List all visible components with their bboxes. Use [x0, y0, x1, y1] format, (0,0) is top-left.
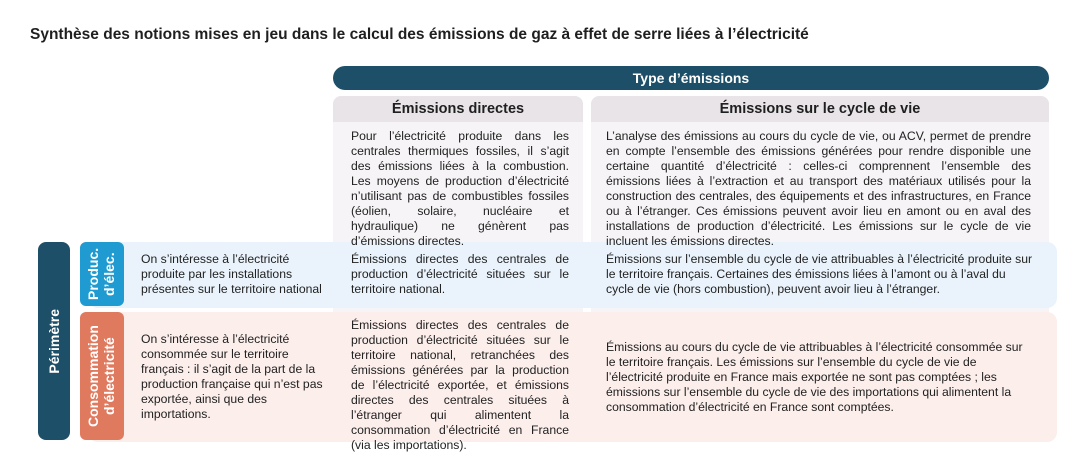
direct-definition: Pour l’électricité produite dans les centrales thermiques fossiles, il s’agit des émissions liées à la combustion. Les moyens de production d’électricité n’utilisant pas de combustibles fossiles (éolien, solaire, nucléaire et hydraulique) ne génèrent pas d’émissions directes.: [351, 129, 569, 248]
production-lifecycle-emissions: Émissions sur l’ensemble du cycle de vie attribuables à l’électricité produite sur le territoire français. Certaines des émissions liées à l’amont ou à l’aval du cycle de vie (hors combustion), peuvent avoir lieu à l’étranger.: [606, 252, 1033, 296]
production-description: On s’intéresse à l’électricité produite par les installations présentes sur le territoire national: [141, 252, 322, 296]
production-tag: [80, 242, 124, 306]
lifecycle-definition: L’analyse des émissions au cours du cycle de vie, ou ACV, permet de prendre en compte l’ensemble des émissions générées pour rendre disponible une certaine quantité d’électricité : celles-ci comprennent l’ensemble des émissions liées à l’extraction et au transport des matériaux utilisés pour la construction des centrales, des équipements et des infrastructures, en France ou à l’étranger. Ces émissions peuvent avoir lieu en amont ou en aval des installations de production d’électricité. Les émissions sur le cycle de vie incluent les émissions directes.: [606, 129, 1031, 248]
consumption-direct-emissions: Émissions directes des centrales de production d’électricité situées sur le territoire national, retranchées des émissions générées par la production de l’électricité exportée, et émissions directes des centrales situées à l’étranger qui alimentent la consommation d’électricité en France (via les importations).: [351, 318, 569, 452]
page-title: Synthèse des notions mises en jeu dans le calcul des émissions de gaz à effet de serre liées à l’électricité: [30, 26, 809, 43]
production-direct-emissions: Émissions directes des centrales de production d’électricité situées sur le territoire national.: [351, 252, 569, 296]
consumption-tag-text: Consommation d’électricité: [85, 325, 117, 427]
consumption-tag: [80, 312, 124, 440]
type-emissions-header: Type d’émissions: [333, 66, 1049, 90]
consumption-lifecycle-emissions: Émissions au cours du cycle de vie attribuables à l’électricité consommée sur le territoire français. Les émissions sur l’ensemble du cycle de vie de l’électricité produite en France mais exportée ne sont pas comptées ; les émissions sur l’ensemble du cycle de vie des importations qui alimentent la consommation d’électricité en France sont comptées.: [606, 340, 1023, 414]
consumption-description: On s’intéresse à l’électricité consommée sur le territoire français : il s’agit de la part de la production française qui n’est pas exportée, ainsi que des importations.: [141, 332, 323, 421]
perimetre-label: [38, 242, 70, 440]
lifecycle-emissions-header: Émissions sur le cycle de vie: [591, 96, 1049, 122]
direct-emissions-header: Émissions directes: [333, 96, 583, 122]
production-tag-text: Produc. d’élec.: [85, 247, 117, 301]
perimetre-text: Périmètre: [46, 308, 62, 374]
